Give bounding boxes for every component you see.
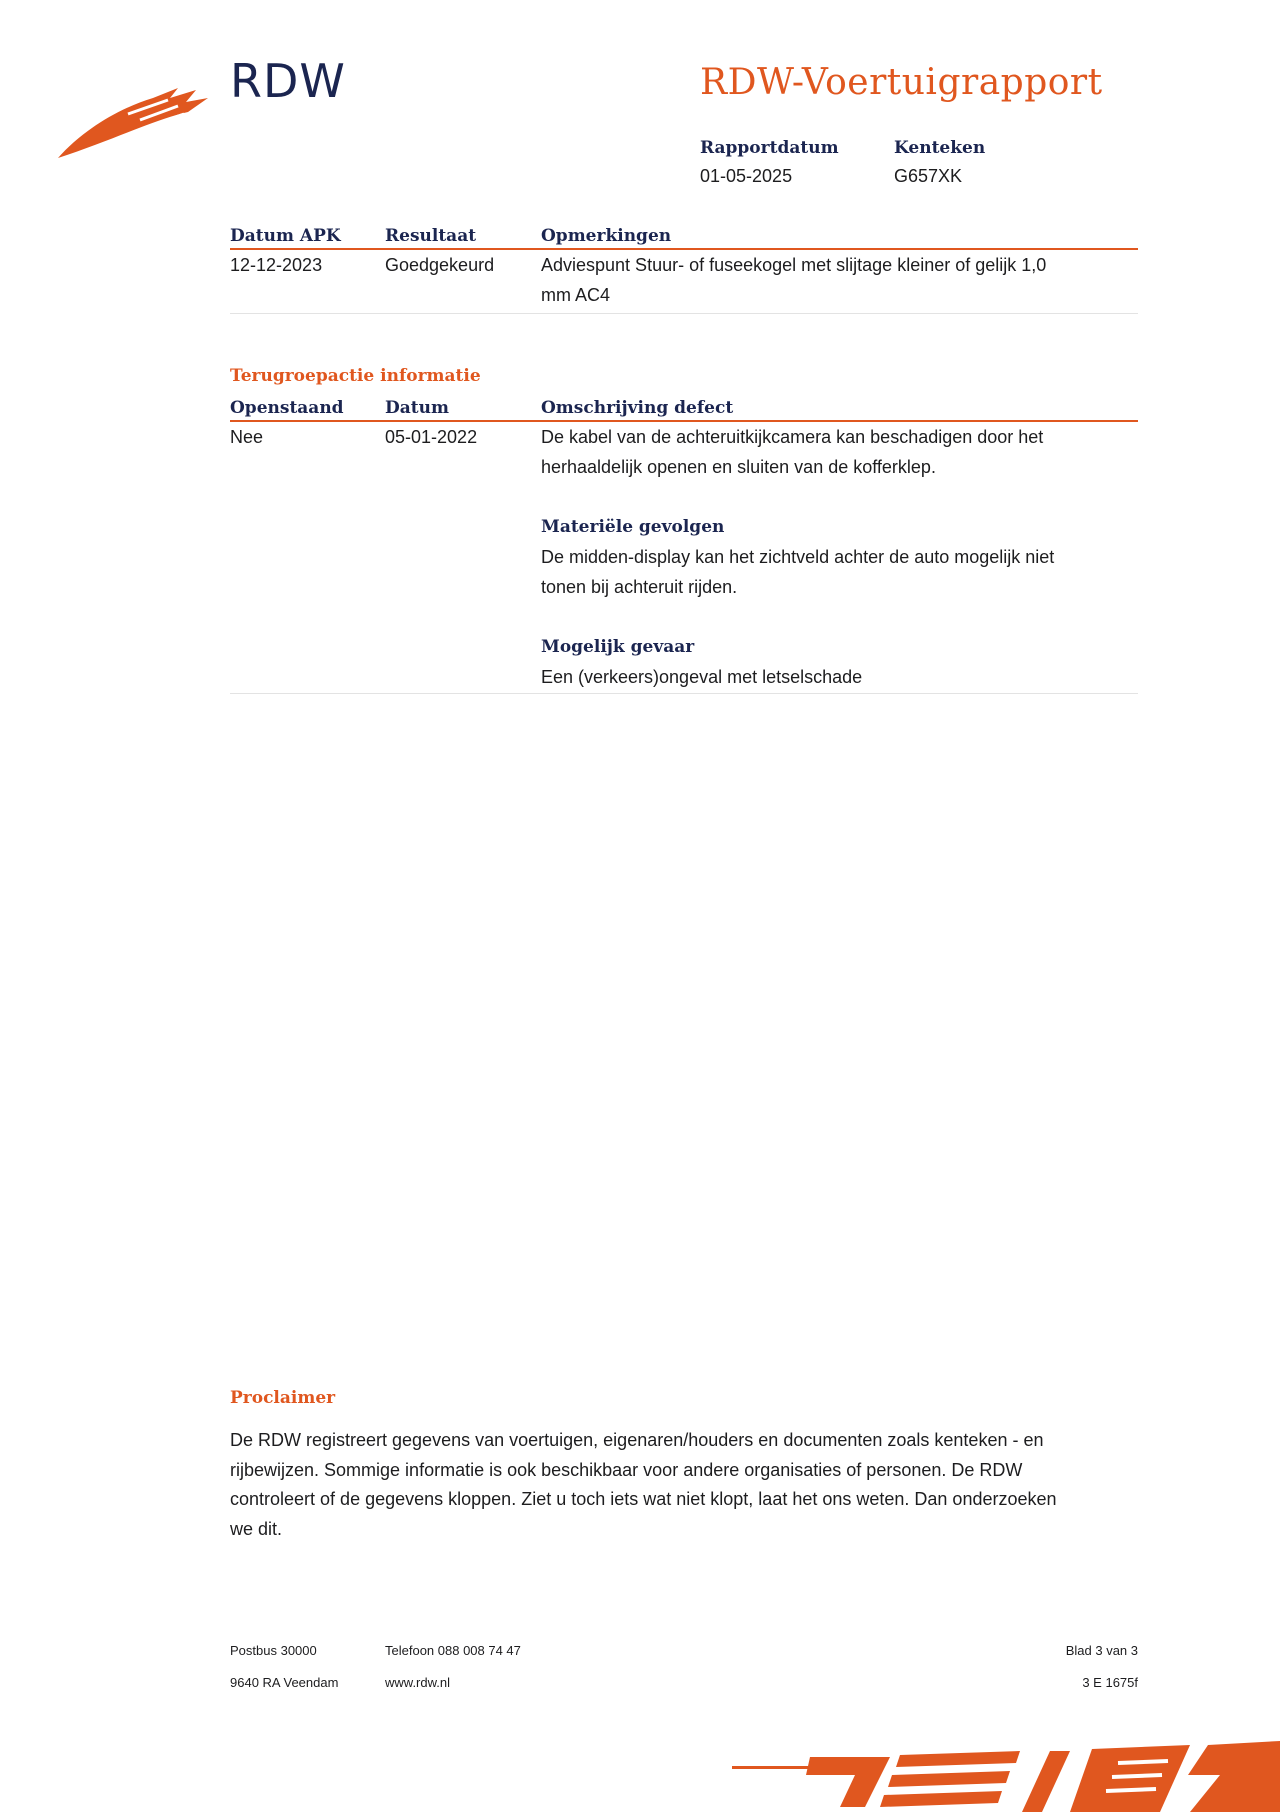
table-row [230,250,1138,314]
apk-remarks [541,250,1046,310]
recall-header-defect: Omschrijving defect [541,398,734,418]
recall-header-date: Datum [385,398,449,418]
plate-block [894,138,985,187]
report-date-block [700,138,839,187]
apk-header-remarks: Opmerkingen [541,226,672,246]
footer-web-link[interactable]: www.rdw.nl [385,1675,451,1690]
recall-date: 05-01-2022 [385,427,478,447]
report-date-label: Rapportdatum [700,138,839,158]
proclaimer-title: Proclaimer [230,1388,336,1408]
apk-table [230,224,1138,314]
proclaimer-line: rijbewijzen. Sommige informatie is ook beschikbaar voor andere organisaties of personen. De RDW [230,1459,1023,1480]
recall-details [541,422,1131,692]
recall-section-title: Terugroepactie informatie [230,366,481,386]
footer-page: Blad 3 van 3 [1065,1643,1138,1658]
logo-text: RDW [230,54,346,108]
apk-remark-line: Adviespunt Stuur- of fuseekogel met slijtage kleiner of gelijk 1,0 [541,255,1047,275]
consequences-line: De midden-display kan het zichtveld achter de auto mogelijk niet [541,547,1055,567]
apk-remark-line: mm AC4 [541,285,611,305]
recall-open: Nee [230,427,264,447]
apk-header-result: Resultaat [385,226,477,246]
footer-city: 9640 RA Veendam [230,1675,339,1690]
danger-text: Een (verkeers)ongeval met letselschade [541,667,863,687]
footer-postbus: Postbus 30000 [230,1643,317,1658]
apk-header-date: Datum APK [230,226,341,246]
proclaimer-text [230,1426,1130,1544]
consequences-title: Materiële gevolgen [541,517,725,537]
consequences-line: tonen bij achteruit rijden. [541,577,738,597]
proclaimer-line: controleert of de gegevens kloppen. Ziet u toch iets wat niet klopt, laat het ons weten. Dan onderzoeken [230,1489,1057,1509]
recall-table [230,396,1138,694]
footer-phone: Telefoon 088 008 74 47 [385,1643,521,1658]
report-title: RDW-Voertuigrapport [700,62,1103,103]
apk-result: Goedgekeurd [385,255,495,275]
proclaimer-line: De RDW registreert gegevens van voertuigen, eigenaren/houders en documenten zoals kenteken - en [230,1430,1044,1450]
defect-line: De kabel van de achteruitkijkcamera kan beschadigen door het [541,427,1044,447]
rdw-wing-logo-icon [58,80,208,160]
rdw-stripes-decoration-icon [720,1735,1280,1812]
footer-code: 3 E 1675f [1082,1675,1138,1690]
defect-line: herhaaldelijk openen en sluiten van de kofferklep. [541,457,936,477]
apk-table-header [230,224,1138,250]
danger-title: Mogelijk gevaar [541,637,695,657]
proclaimer-line: we dit. [230,1518,283,1539]
recall-header-open: Openstaand [230,398,344,418]
table-row [230,422,1138,694]
plate-value: G657XK [894,166,963,186]
apk-date: 12-12-2023 [230,255,323,275]
plate-label: Kenteken [894,138,986,158]
report-date-value: 01-05-2025 [700,166,793,186]
recall-table-header [230,396,1138,422]
